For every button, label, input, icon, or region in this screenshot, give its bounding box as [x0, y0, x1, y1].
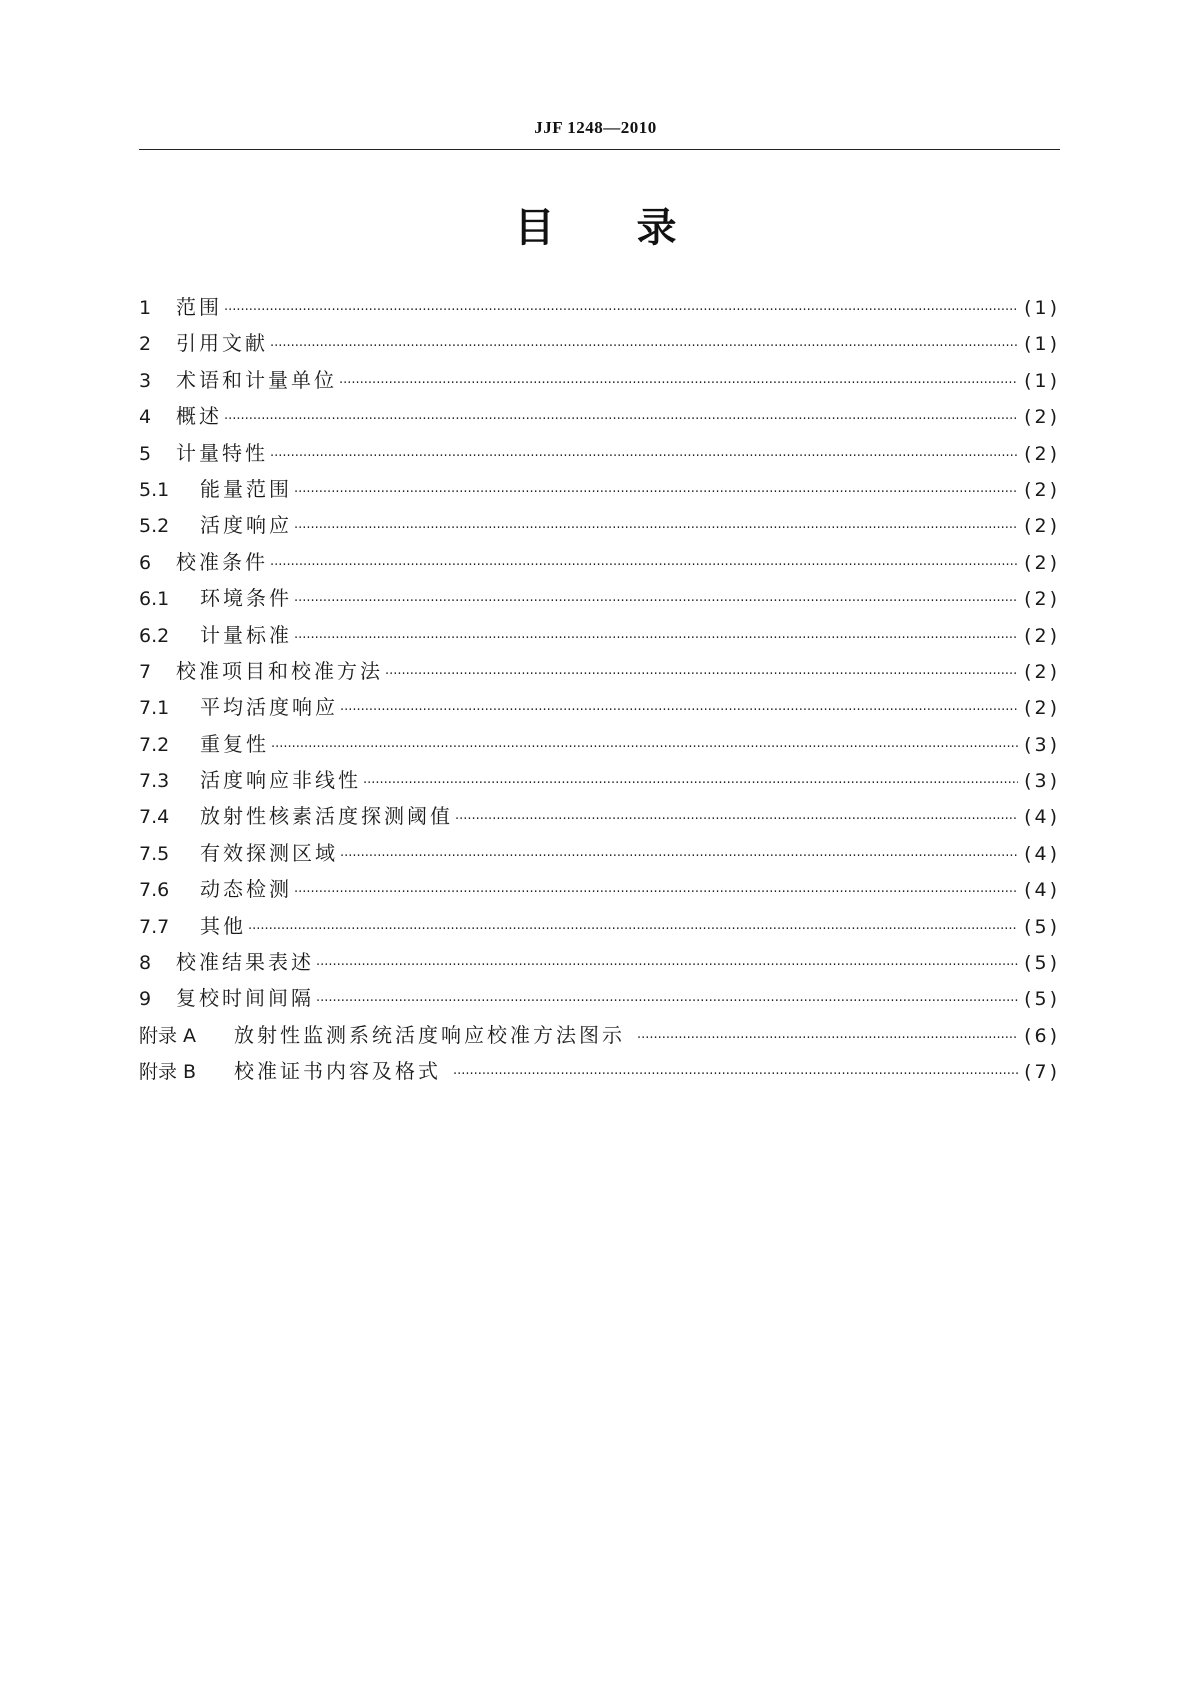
toc-entry-title: 计量标准: [200, 622, 292, 647]
toc-entry[interactable]: [139, 544, 1060, 580]
toc-entry-page: (2): [1024, 588, 1060, 611]
toc-entry-title: 计量特性: [176, 440, 268, 465]
toc-entry-number: 附录 A: [139, 1024, 197, 1047]
toc-entry-page: (4): [1024, 842, 1060, 865]
toc-entry-title: 引用文献: [176, 331, 268, 356]
toc-entry-page: (5): [1024, 915, 1060, 938]
toc-dot-leader: [271, 730, 1018, 766]
toc-entry-number: 3: [139, 369, 152, 392]
toc-entry-page: (1): [1024, 297, 1060, 319]
header-divider: [139, 149, 1060, 150]
toc-entry-title: 有效探测区域: [200, 840, 338, 865]
toc-dot-leader: [316, 948, 1018, 984]
toc-entry-number: 4: [139, 406, 152, 429]
toc-entry-number: 7.4: [139, 806, 170, 829]
toc-entry-number: 5: [139, 442, 152, 465]
toc-entry[interactable]: [139, 908, 1060, 944]
toc-entry[interactable]: [139, 980, 1060, 1016]
toc-entry[interactable]: [139, 835, 1060, 871]
toc-entry[interactable]: [139, 762, 1060, 798]
toc-title-char-1: 目: [514, 205, 555, 251]
toc-dot-leader: [339, 366, 1018, 402]
toc-entry-page: (3): [1024, 770, 1060, 793]
toc-entry-title: 范围: [176, 295, 222, 319]
toc-entry-number: 附录 B: [139, 1061, 197, 1084]
toc-dot-leader: [224, 402, 1018, 438]
toc-dot-leader: [270, 548, 1018, 584]
toc-entry-page: (3): [1024, 733, 1060, 756]
toc-dot-leader: [294, 875, 1018, 911]
toc-entry-page: (1): [1024, 333, 1060, 356]
toc-entry-page: (2): [1024, 515, 1060, 538]
toc-dot-leader: [637, 1021, 1018, 1057]
toc-entry-number: 2: [139, 333, 152, 356]
toc-dot-leader: [294, 621, 1018, 657]
toc-entry-number: 1: [139, 297, 152, 319]
toc-entry-page: (4): [1024, 806, 1060, 829]
toc-entry[interactable]: [139, 617, 1060, 653]
toc-dot-leader: [270, 329, 1018, 365]
toc-dot-leader: [224, 293, 1018, 329]
toc-entry-number: 6: [139, 551, 152, 574]
toc-entry[interactable]: [139, 689, 1060, 725]
toc-entry-page: (2): [1024, 624, 1060, 647]
toc-title: [0, 200, 1191, 256]
toc-dot-leader: [385, 657, 1018, 693]
toc-entry-title: 复校时间间隔: [176, 986, 314, 1011]
toc-dot-leader: [294, 475, 1018, 511]
toc-entry-number: 7.5: [139, 842, 170, 865]
toc-entry-page: (2): [1024, 551, 1060, 574]
toc-entry-page: (1): [1024, 369, 1060, 392]
toc-entry[interactable]: [139, 580, 1060, 616]
toc-entry-page: (7): [1024, 1061, 1060, 1084]
toc-entry-title: 活度响应: [200, 513, 292, 538]
toc-entry-title: 放射性核素活度探测阈值: [200, 804, 453, 829]
toc-entry-number: 7.1: [139, 697, 170, 720]
toc-entry-title: 动态检测: [200, 877, 292, 902]
toc-entry[interactable]: [139, 398, 1060, 434]
toc-dot-leader: [270, 439, 1018, 475]
toc-entry[interactable]: [139, 944, 1060, 980]
document-code-header: JJF 1248—2010: [534, 118, 657, 137]
toc-entry[interactable]: [139, 1017, 1060, 1053]
toc-dot-leader: [340, 839, 1018, 875]
toc-dot-leader: [455, 802, 1018, 838]
toc-entry-number: 9: [139, 988, 152, 1011]
toc-entry-number: 8: [139, 952, 152, 975]
toc-entry-title: 校准条件: [176, 549, 268, 574]
toc-entry-title: 重复性: [200, 731, 269, 756]
toc-entry-title: 能量范围: [200, 476, 292, 501]
toc-entry[interactable]: [139, 362, 1060, 398]
toc-entry[interactable]: [139, 471, 1060, 507]
toc-entry-title: 活度响应非线性: [200, 768, 361, 793]
toc-entry[interactable]: [139, 289, 1060, 325]
toc-entry[interactable]: [139, 325, 1060, 361]
toc-entry-page: (2): [1024, 697, 1060, 720]
toc-entry-title: 环境条件: [200, 586, 292, 611]
toc-dot-leader: [363, 766, 1018, 802]
toc-entry-number: 7.3: [139, 770, 170, 793]
toc-entry-title: 概述: [176, 404, 222, 429]
toc-entry-number: 6.1: [139, 588, 170, 611]
toc-entry-number: 7: [139, 660, 152, 683]
toc-entry-page: (2): [1024, 442, 1060, 465]
toc-entry-title: 放射性监测系统活度响应校准方法图示: [234, 1022, 625, 1047]
toc-entry[interactable]: [139, 653, 1060, 689]
toc-entry[interactable]: [139, 435, 1060, 471]
toc-entry-page: (4): [1024, 879, 1060, 902]
toc-entry-title: 校准证书内容及格式: [234, 1059, 441, 1084]
toc-entry-number: 5.2: [139, 515, 170, 538]
toc-entry-page: (2): [1024, 406, 1060, 429]
toc-entry[interactable]: [139, 798, 1060, 834]
toc-entry[interactable]: [139, 1053, 1060, 1089]
toc-entry-title: 校准项目和校准方法: [176, 658, 383, 683]
toc-entry-title: 校准结果表述: [176, 950, 314, 975]
toc-entry-number: 7.2: [139, 733, 170, 756]
toc-entry-page: (6): [1024, 1024, 1060, 1047]
toc-entry-number: 6.2: [139, 624, 170, 647]
toc-entry[interactable]: [139, 871, 1060, 907]
toc-title-char-2: 录: [636, 205, 677, 251]
toc-entry-title: 其他: [200, 913, 246, 938]
toc-entry-page: (5): [1024, 988, 1060, 1011]
toc-dot-leader: [453, 1057, 1018, 1093]
toc-entry[interactable]: [139, 726, 1060, 762]
toc-entry-title: 平均活度响应: [200, 695, 338, 720]
toc-dot-leader: [294, 584, 1018, 620]
toc-entry-page: (2): [1024, 478, 1060, 501]
toc-entry-page: (5): [1024, 952, 1060, 975]
toc-dot-leader: [316, 984, 1018, 1020]
toc-entry-number: 7.7: [139, 915, 170, 938]
toc-dot-leader: [340, 693, 1018, 729]
toc-entry-number: 7.6: [139, 879, 170, 902]
toc-entry-title: 术语和计量单位: [176, 367, 337, 392]
toc-dot-leader: [248, 912, 1018, 948]
toc-entry-page: (2): [1024, 660, 1060, 683]
toc-entry-number: 5.1: [139, 478, 170, 501]
toc-dot-leader: [294, 511, 1018, 547]
table-of-contents: [139, 289, 1060, 1090]
toc-entry[interactable]: [139, 507, 1060, 543]
